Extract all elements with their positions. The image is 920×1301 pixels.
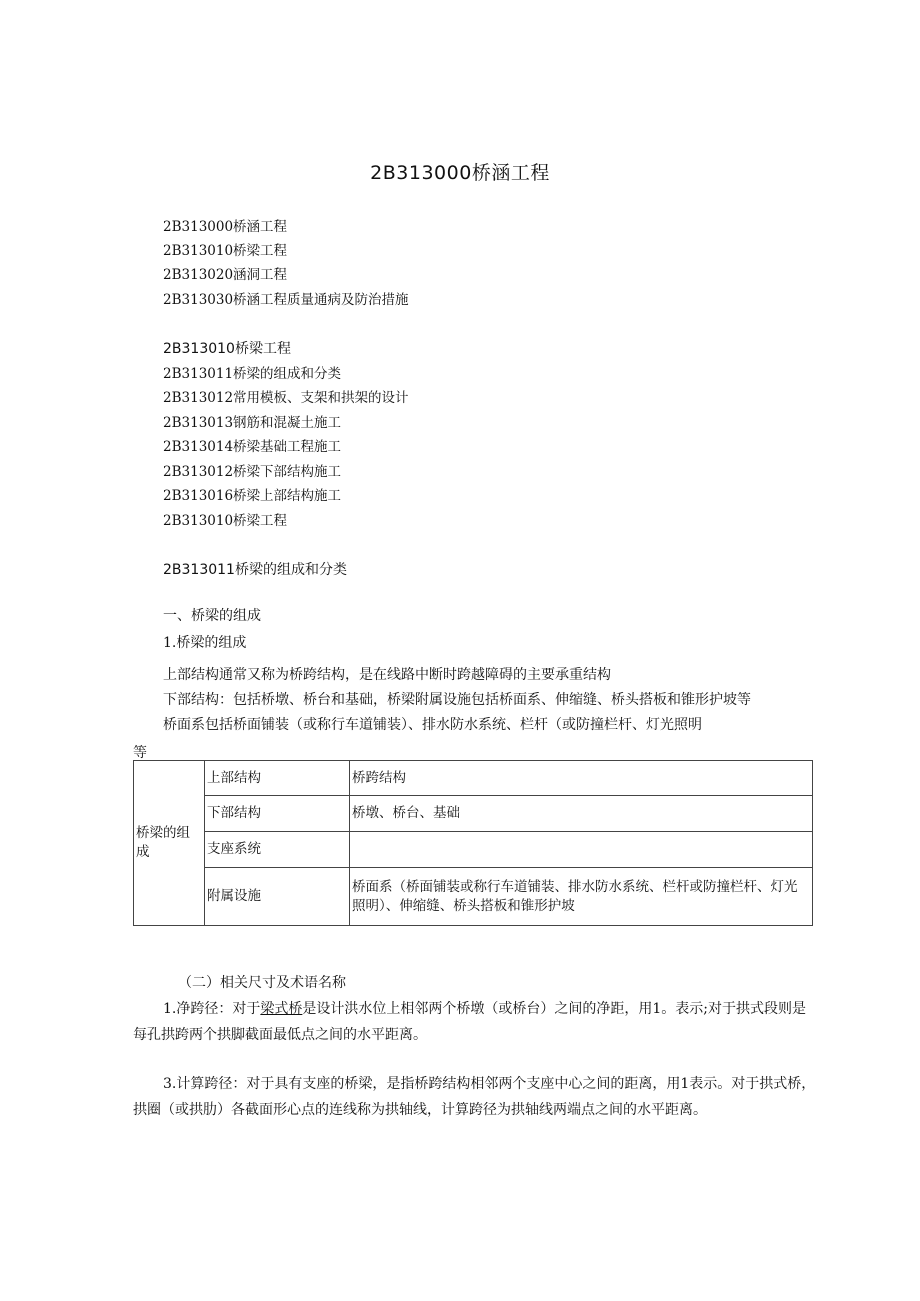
table-group-cell: 桥梁的组成	[134, 761, 205, 926]
toc-item: 2B313020涵洞工程	[163, 267, 288, 283]
page-title: 2B313000桥涵工程	[370, 162, 550, 184]
table-row	[134, 761, 813, 796]
section-item: 2B313011桥梁的组成和分类	[163, 366, 342, 382]
body-line: 桥面系包括桥面铺装（或称行车道铺装）、排水防水系统、栏杆（或防撞栏杆、灯光照明	[163, 717, 702, 733]
section-item: 2B313012桥梁下部结构施工	[163, 464, 342, 480]
section-heading: 2B313010桥梁工程	[163, 341, 291, 357]
section-item: 2B313013钢筋和混凝土施工	[163, 415, 342, 431]
subheading: 1.桥梁的组成	[163, 635, 247, 651]
table-cell-part: 附属设施	[205, 868, 350, 926]
section-item: 2B313012常用模板、支架和拱架的设计	[163, 390, 409, 406]
table-cell-part: 支座系统	[205, 832, 350, 868]
table-cell-desc: 桥跨结构	[350, 761, 813, 796]
table-cell-part: 下部结构	[205, 796, 350, 832]
beam-bridge-link[interactable]: 梁式桥	[260, 1001, 303, 1017]
section-item: 2B313010桥梁工程	[163, 513, 288, 529]
section-item: 2B313016桥梁上部结构施工	[163, 488, 342, 504]
body-line-wrap: 等	[133, 745, 147, 761]
table-cell-desc: 桥墩、桥台、基础	[350, 796, 813, 832]
table-row	[134, 832, 813, 868]
composition-table	[133, 760, 813, 926]
table-row	[134, 796, 813, 832]
body-line: 上部结构通常又称为桥跨结构，是在线路中断时跨越障碍的主要承重结构	[163, 667, 611, 683]
table-cell-part: 上部结构	[205, 761, 350, 796]
section-heading: 2B313011桥梁的组成和分类	[163, 562, 347, 578]
body-line: 下部结构：包括桥墩、桥台和基础，桥梁附属设施包括桥面系、伸缩缝、桥头搭板和锥形护坡等	[163, 692, 751, 708]
table-cell-desc: 桥面系（桥面铺装或称行车道铺装、排水防水系统、栏杆或防撞栏杆、灯光照明）、伸缩缝、桥头搭板和锥形护坡	[350, 868, 813, 926]
paragraph-calc-span: 3.计算跨径：对于具有支座的桥梁，是指桥跨结构相邻两个支座中心之间的距离，用1表示。对于拱式桥，拱圈（或拱肋）各截面形心点的连线称为拱轴线，计算跨径为拱轴线两端点之间的水平距离。	[133, 1076, 816, 1118]
subheading: 一、桥梁的组成	[163, 608, 261, 624]
table-cell-desc	[350, 832, 813, 868]
toc-item: 2B313000桥涵工程	[163, 219, 288, 235]
paragraph-text: 是设计洪水位上相邻两个桥墩（或桥台）之间的净距，用1。表示;对于拱式段则是每孔拱跨两个拱脚截面最低点之间的水平距离。	[133, 1001, 806, 1043]
section-item: 2B313014桥梁基础工程施工	[163, 439, 342, 455]
paragraph-text: 1.净跨径：对于	[163, 1001, 261, 1017]
table-row	[134, 868, 813, 926]
toc-item: 2B313010桥梁工程	[163, 243, 288, 259]
paragraph-net-span	[133, 996, 819, 1048]
toc-item: 2B313030桥涵工程质量通病及防治措施	[163, 292, 409, 308]
subheading: （二）相关尺寸及术语名称	[178, 975, 346, 991]
